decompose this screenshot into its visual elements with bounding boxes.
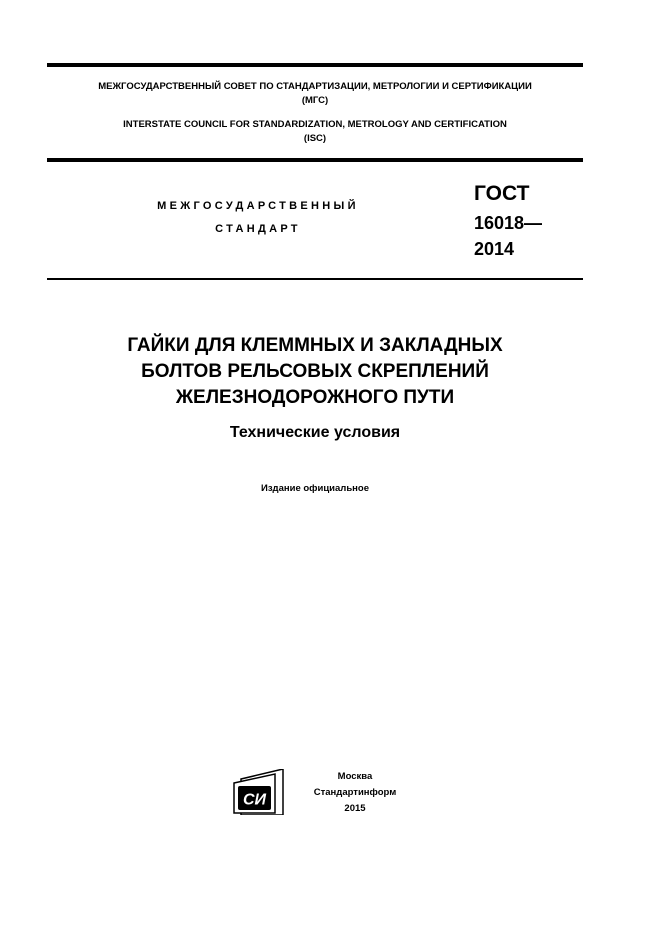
standard-type-line1: МЕЖГОСУДАРСТВЕННЫЙ	[157, 200, 359, 212]
council-name-ru	[47, 80, 583, 108]
standard-type-line2: СТАНДАРТ	[215, 223, 301, 235]
middle-rule	[47, 158, 583, 162]
document-subtitle: Технические условия	[229, 424, 401, 441]
title-line1: ГАЙКИ ДЛЯ КЛЕММНЫХ И ЗАКЛАДНЫХ	[127, 335, 503, 356]
designation-year: 2014	[474, 239, 515, 259]
imprint-city: Москва	[337, 771, 373, 782]
imprint-publisher: Стандартинформ	[313, 787, 397, 798]
standard-designation	[474, 178, 542, 261]
standard-type	[118, 195, 398, 241]
imprint	[300, 769, 410, 817]
title-line3: ЖЕЛЕЗНОДОРОЖНОГО ПУТИ	[175, 387, 455, 408]
designation-prefix: ГОСТ	[474, 182, 530, 205]
council-abbr-en: (ISC)	[303, 133, 327, 144]
top-rule	[47, 63, 583, 67]
council-abbr-ru: (МГС)	[301, 95, 329, 106]
council-name-en	[47, 118, 583, 146]
imprint-year: 2015	[344, 803, 366, 814]
edition-note: Издание официальное	[261, 483, 369, 494]
lower-rule	[47, 278, 583, 280]
designation-number: 16018—	[474, 213, 543, 233]
logo-text: СИ	[242, 791, 267, 809]
council-name-ru-line: МЕЖГОСУДАРСТВЕННЫЙ СОВЕТ ПО СТАНДАРТИЗАЦИИ, МЕТРОЛОГИИ И СЕРТИФИКАЦИИ	[98, 81, 532, 92]
council-name-en-line: INTERSTATE COUNCIL FOR STANDARDIZATION, METROLOGY AND CERTIFICATION	[123, 119, 507, 130]
standartinform-logo-icon	[233, 769, 287, 815]
title-line2: БОЛТОВ РЕЛЬСОВЫХ СКРЕПЛЕНИЙ	[141, 361, 489, 382]
document-title	[47, 333, 583, 411]
